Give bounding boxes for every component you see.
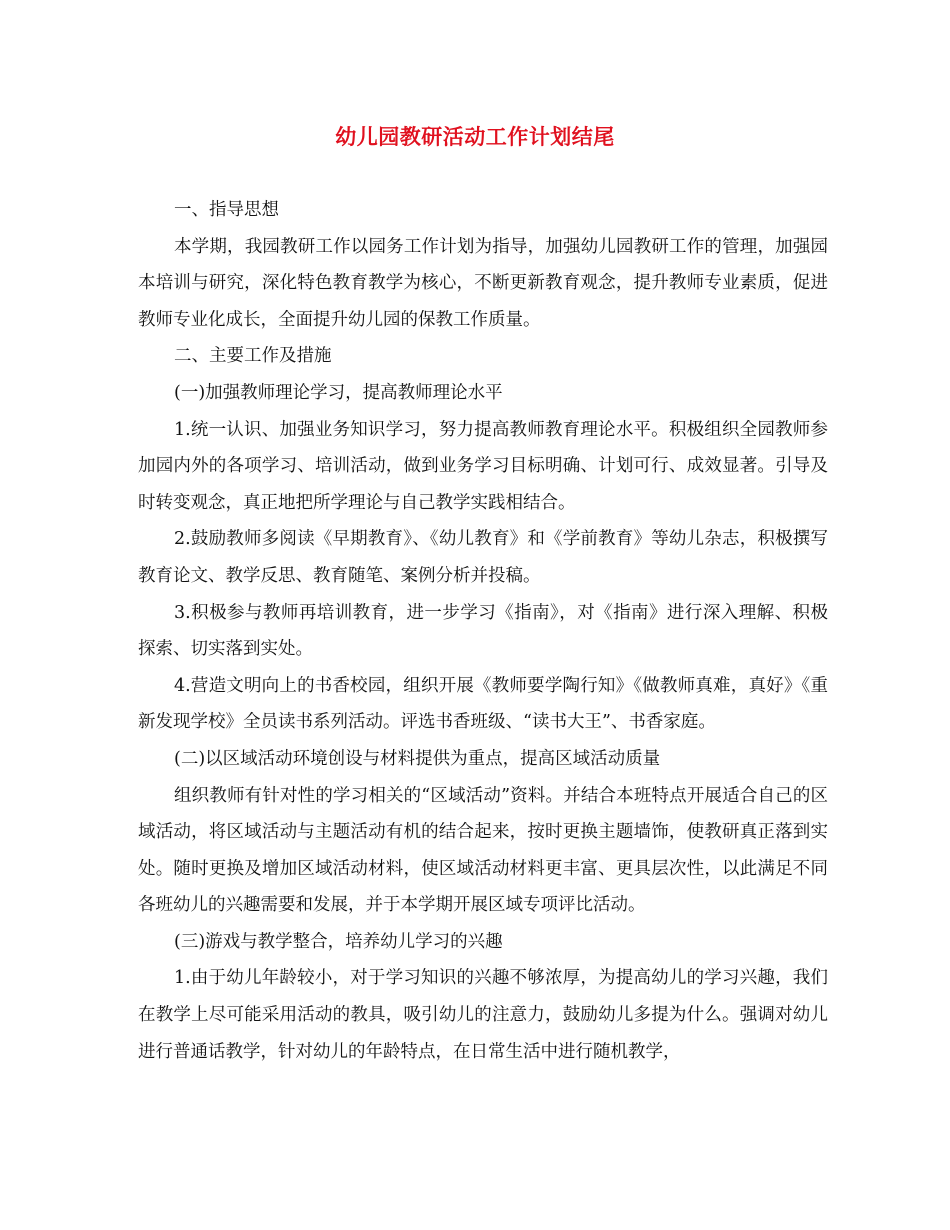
paragraph-item-1: 1.统一认识、加强业务知识学习，努力提高教师教育理论水平。积极组织全园教师参加园内外的各项学习、培训活动，做到业务学习目标明确、计划可行、成效显著。引导及时转变观念，真正地把所学理论与自己教学实践相结合。 [138, 419, 828, 513]
subsection-heading-theory-study: (一)加强教师理论学习，提高教师理论水平 [174, 382, 503, 403]
paragraph-item-3: 3.积极参与教师再培训教育，进一步学习《指南》，对《指南》进行深入理解、积极探索、切实落到实处。 [138, 602, 828, 660]
document-title: 幼儿园教研活动工作计划结尾 [335, 124, 615, 149]
paragraph-item-4: 4.营造文明向上的书香校园，组织开展《教师要学陶行知》《做教师真难，真好》《重新发现学校》全员读书系列活动。评选书香班级、“读书大王”、书香家庭。 [138, 675, 828, 733]
subsection-heading-game-teaching: (三)游戏与教学整合，培养幼儿学习的兴趣 [174, 931, 503, 952]
subsection-heading-area-activity: (二)以区域活动环境创设与材料提供为重点，提高区域活动质量 [174, 748, 661, 769]
paragraph-game-teaching-1: 1.由于幼儿年龄较小，对于学习知识的兴趣不够浓厚，为提高幼儿的学习兴趣，我们在教学上尽可能采用活动的教具，吸引幼儿的注意力，鼓励幼儿多提为什么。强调对幼儿进行普通话教学，针对幼儿的年龄特点，在日常生活中进行随机教学， [138, 968, 828, 1062]
paragraph-guiding-ideology: 本学期，我园教研工作以园务工作计划为指导，加强幼儿园教研工作的管理，加强园本培训与研究，深化特色教育教学为核心，不断更新教育观念，提升教师专业素质，促进教师专业化成长，全面提升幼儿园的保教工作质量。 [138, 236, 828, 330]
section-heading-guiding-ideology: 一、指导思想 [174, 200, 279, 220]
paragraph-item-2: 2.鼓励教师多阅读《早期教育》、《幼儿教育》和《学前教育》等幼儿杂志，积极撰写教育论文、教学反思、教育随笔、案例分析并投稿。 [138, 529, 828, 586]
paragraph-area-activity: 组织教师有针对性的学习相关的“区域活动”资料。并结合本班特点开展适合自己的区域活动，将区域活动与主题活动有机的结合起来，按时更换主题墙饰，使教研真正落到实处。随时更换及增加区域活动材料，使区域活动材料更丰富、更具层次性，以此满足不同各班幼儿的兴趣需要和发展，并于本学期开展区域专项评比活动。 [138, 785, 828, 916]
document-body [138, 192, 828, 1070]
section-heading-main-work: 二、主要工作及措施 [174, 346, 332, 367]
